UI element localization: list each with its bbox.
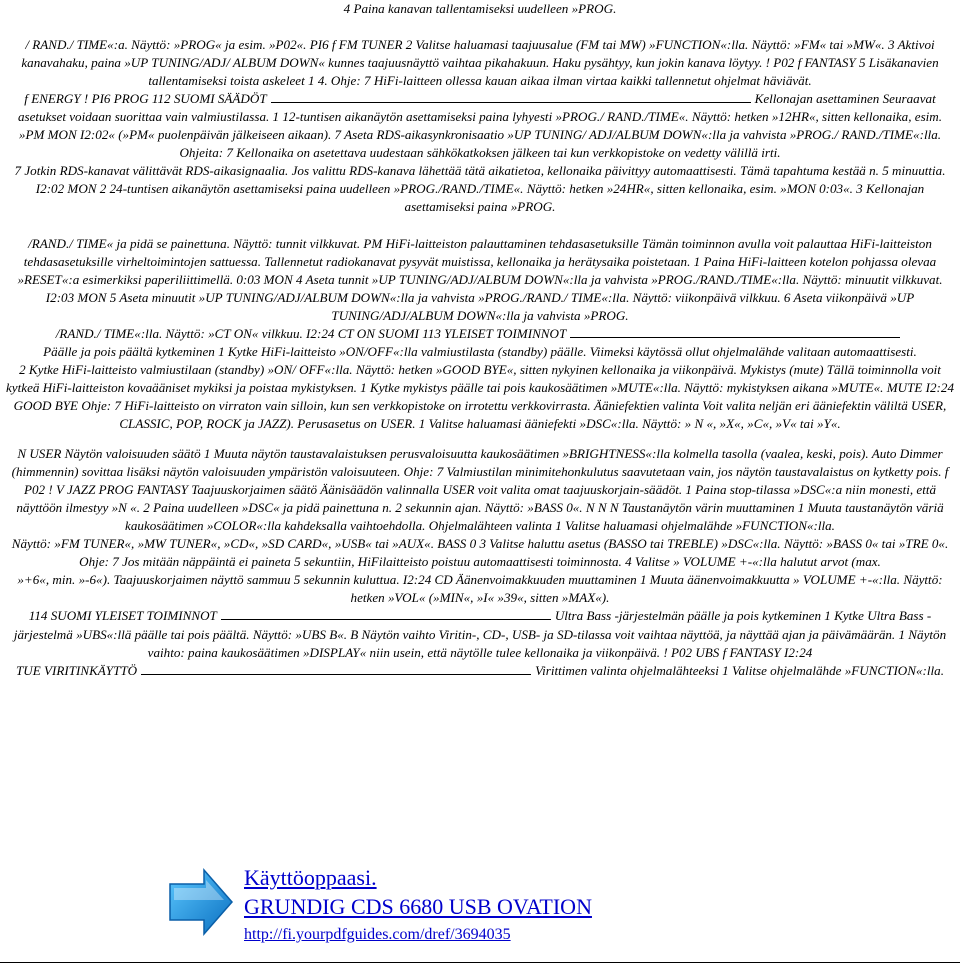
paragraph-11: Näyttö: »FM TUNER«, »MW TUNER«, »CD«, »SD CARD«, »USB« tai »AUX«. BASS 0 3 Valitse haluttu asetus (BASSO tai TREBLE) »DSC«:lla. Näyttö: »BASS 0« tai »TRE 0«. Ohje: 7 Jos mitään näppäintä ei paineta 5 sekuntiin, HiFilaitteisto poistuu automaattisesti toiminnosta. 4 Valitse » VOLUME +-«:lla halutut arvot (max.: [11, 536, 949, 570]
paragraph-14-body: Virittimen valinta ohjelmalähteeksi 1 Valitse ohjelmalähde »FUNCTION«:lla.: [535, 662, 945, 678]
section-heading-viritin: TUE VIRITINKÄYTTÖ: [15, 662, 138, 678]
spacer: [0, 18, 960, 36]
paragraph-14: [0, 662, 960, 680]
url-link[interactable]: http://fi.yourpdfguides.com/dref/3694035: [244, 926, 511, 943]
product-link[interactable]: GRUNDIG CDS 6680 USB OVATION: [244, 894, 592, 919]
paragraph-8-body: Päälle ja pois päältä kytkeminen 1 Kytke HiFi-laitteisto »ON/OFF«:lla valmiustilasta (standby) päälle. Viimeksi käytössä ollut ohjelmalähde valitaan automaattisesti.: [43, 343, 917, 359]
paragraph-3: [0, 90, 960, 126]
paragraph-3-body: Kellonajan asettaminen Seuraavat asetukset voidaan suorittaa vain valmiustilassa. 1 12-tuntisen aikanäytön asettamiseksi paina lyhyesti »PROG./ RAND./TIME«. Näyttö: hetken »12HR«, sitten kellonaika, esim.: [17, 91, 943, 125]
section-heading-yleiset-2: 114 SUOMI YLEISET TOIMINNOT: [28, 608, 217, 624]
paragraph-10: N USER Näytön valoisuuden säätö 1 Muuta näytön taustavalaistuksen perusvaloisuutta kaukosäätimen »BRIGHTNESS«:lla kolmella tasolla (vaalea, keski, pois). Auto Dimmer (himmennin) sovittaa lisäksi näytön valoisuuden ympäristön valoisuuteen. Ohje: 7 Valmiustilan minimitehonkulutus saavutetaan vain, jos näytön taustavalaistus on kytketty pois. f P02 ! V JAZZ PROG FANTASY Taajuuskorjaimen säätö Äänisäädön valinnalla USER voit valita omat taajuuskorjain-säädöt. 1 Paina stop-tilassa »DSC«:a niin monesti, että näyttöön ilmestyy »N «. 2 Paina uudelleen »DSC« ja pidä painettuna n. 2 sekunnin ajan. Näyttö: »BASS 0«. N N N Taustanäytön värin muuttaminen 1 Muuta taustanäytön väriä kaukosäätimen »COLOR«:lla kahdeksalla vaihtoehdolla. Ohjelmalähteen valinta 1 Valitse haluamasi ohjelmalähde »FUNCTION«:lla.: [11, 446, 949, 534]
manual-title-link[interactable]: Käyttöoppaasi.: [244, 865, 377, 890]
paragraph-1: 4 Paina kanavan tallentamiseksi uudelleen »PROG.: [343, 1, 617, 16]
paragraph-5: 7 Jotkin RDS-kanavat välittävät RDS-aikasignaalia. Jos valittu RDS-kanava lähettää tätä aikatietoa, kellonaika päivittyy automaattisesti. Tämä tapahtuma kestää n. 5 minuuttia. I2:02 MON 2 24-tuntisen aikanäytön asettamiseksi paina uudelleen »PROG./RAND./TIME«. Näyttö: hetken »24HR«, sitten kellonaika, esim. »MON 0:03«. 3 Kellonajan asettamiseksi paina »PROG.: [14, 163, 946, 215]
heading-rule: [271, 101, 751, 103]
arrow-icon: [160, 862, 240, 948]
heading-rule: [141, 673, 531, 675]
paragraph-4: »PM MON I2:02« (»PM« puolenpäivän jälkeiseen aikaan). 7 Aseta RDS-aikasynkronisaatio »UP TUNING/ ADJ/ALBUM DOWN«:lla ja vahvista »PROG./ RAND./TIME«:lla. Ohjeita: 7 Kellonaika on asetettava uudestaan sähkökatkoksen jälkeen tai kun verkkopistoke on vedetty välillä irti.: [18, 127, 942, 161]
paragraph-13-body: Ultra Bass -järjestelmän päälle ja pois kytkeminen 1 Kytke Ultra Bass -järjestelmä »UBS«:llä päälle tai pois päältä. Näyttö: »UBS B«. B Näytön vaihto Viritin-, CD-, USB- ja SD-tilassa voit vaihtaa näyttöä, ja näyttää ajan ja päivämäärän. 1 Näytön vaihto: paina kaukosäätimen »DISPLAY« niin usein, että näytölle tulee kellonaika ja viikonpäivä. ! P02 UBS f FANTASY I2:24: [13, 608, 947, 660]
footer: [160, 862, 660, 954]
paragraph-8: [0, 325, 960, 361]
paragraph-7: I2:03 MON 5 Aseta minuutit »UP TUNING/ADJ/ALBUM DOWN«:lla ja vahvista »PROG./RAND./ TIME«:lla. Näyttö: viikonpäivä vilkkuu. 6 Aseta viikonpäivä »UP TUNING/ADJ/ALBUM DOWN«:lla ja vahvista »PROG.: [45, 289, 915, 323]
spacer: [0, 433, 960, 445]
footer-links: [244, 864, 664, 946]
paragraph-12: »+6«, min. »-6«). Taajuuskorjaimen näyttö sammuu 5 sekunnin kuluttua. I2:24 CD Äänenvoimakkuuden muuttaminen 1 Muuta äänenvoimakkuutta » VOLUME +-«:lla. Näyttö: hetken »VOL« (»MIN«, »I« »39«, sitten »MAX«).: [17, 572, 943, 606]
heading-rule: [570, 336, 900, 338]
section-heading-yleiset: /RAND./ TIME«:lla. Näyttö: »CT ON« vilkkuu. I2:24 CT ON SUOMI 113 YLEISET TOIMINNOT: [55, 325, 567, 341]
heading-rule: [221, 618, 551, 620]
paragraph-2: / RAND./ TIME«:a. Näyttö: »PROG« ja esim. »P02«. PI6 f FM TUNER 2 Valitse haluamasi taajuusalue (FM tai MW) »FUNCTION«:lla. Näyttö: »FM« tai »MW«. 3 Aktivoi kanavahaku, paina »UP TUNING/ADJ/ ALBUM DOWN« kunnes taajuusnäyttö vaihtaa pikahakuun. Haku pysähtyy, kun jokin kanava löytyy. ! P02 f FANTASY 5 Lisäkanavien tallentamiseksi toista askeleet 1 4. Ohje: 7 HiFi-laitteen ollessa kauan aikaa ilman virtaa kaikki tallennetut ohjelmat häviävät.: [21, 37, 939, 89]
paragraph-13: [0, 607, 960, 661]
section-heading-saadot: f ENERGY ! PI6 PROG 112 SUOMI SÄÄDÖT: [24, 91, 267, 107]
spacer: [0, 217, 960, 235]
paragraph-6: /RAND./ TIME« ja pidä se painettuna. Näyttö: tunnit vilkkuvat. PM HiFi-laitteiston palauttaminen tehdasasetuksille Tämän toiminnon avulla voit palauttaa HiFi-laitteiston tehdasasetuksille virheltoimintojen sattuessa. Tallennetut radiokanavat pysyvät muistissa, kellonaika ja herätysaika poistetaan. 1 Paina HiFi-laitteen kotelon pohjassa olevaa »RESET«:a esimerkiksi paperiliittimellä. 0:03 MON 4 Aseta tunnit »UP TUNING/ADJ/ALBUM DOWN«:lla ja vahvista »PROG./RAND./TIME«:lla. Näyttö: minuutit vilkkuvat.: [17, 235, 943, 287]
paragraph-9: 2 Kytke HiFi-laitteisto valmiustilaan (standby) »ON/ OFF«:lla. Näyttö: hetken »GOOD BYE«, sitten nykyinen kellonaika ja viikonpäivä. Mykistys (mute) Tällä toiminnolla voit kytkeä HiFi-laitteiston kovaääniset mykiksi ja poistaa mykistyksen. 1 Kytke mykistys päälle tai pois kaukosäätimen »MUTE«:lla. Näyttö: mykistyksen aikana »MUTE«. MUTE I2:24 GOOD BYE Ohje: 7 HiFi-laitteisto on virraton vain silloin, kun sen verkkopistoke on irrotettu verkkovirrasta. Ääniefektien valinta Voit valita neljän eri ääniefektin väliltä USER, CLASSIC, POP, ROCK ja JAZZ). Perusasetus on USER. 1 Valitse haluamasi ääniefekti »DSC«:lla. Näyttö: » N «, »X«, »C«, »V« tai »Y«.: [6, 361, 954, 431]
